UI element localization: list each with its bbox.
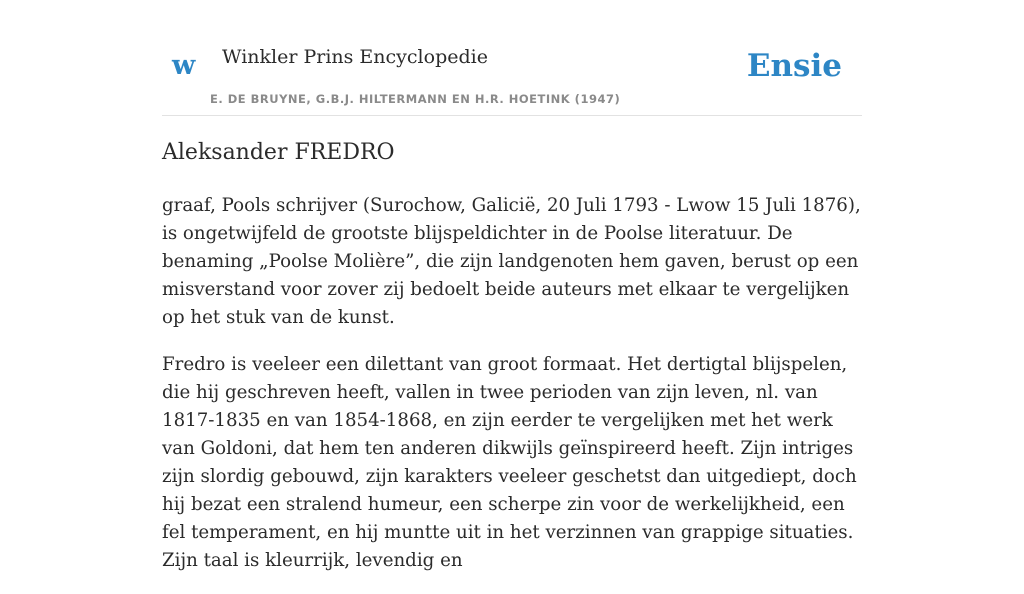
article-paragraph: graaf, Pools schrijver (Surochow, Galicië, 20 Juli 1793 - Lwow 15 Juli 1876), is ongetwijfeld de grootste blijspeldichter in de Poolse literatuur. De benaming „Poolse Molière”, die zijn landgenoten hem gaven, berust op een misverstand voor zover zij bedoelt beide auteurs met elkaar te vergelijken op het stuk van de kunst. xyxy=(162,195,861,328)
publication-authors: E. DE BRUYNE, G.B.J. HILTERMANN EN H.R. HOETINK (1947) xyxy=(210,92,621,106)
publication-logo-icon[interactable]: w xyxy=(172,50,196,81)
publication-title[interactable]: Winkler Prins Encyclopedie xyxy=(222,46,488,68)
source-header xyxy=(162,0,862,116)
brand-logo[interactable]: Ensie xyxy=(746,48,842,84)
article-title: Aleksander FREDRO xyxy=(162,140,395,165)
article-body xyxy=(162,192,862,594)
article-paragraph: Fredro is veeleer een dilettant van groot formaat. Het dertigtal blijspelen, die hij geschreven heeft, vallen in twee perioden van zijn leven, nl. van 1817-1835 en van 1854-1868, en zijn eerder te vergelijken met het werk van Goldoni, dat hem ten anderen dikwijls geïnspireerd heeft. Zijn intriges zijn slordig gebouwd, zijn karakters veeleer geschetst dan uitgediept, doch hij bezat een stralend humeur, een scherpe zin voor de werkelijkheid, een fel temperament, en hij muntte uit in het verzinnen van grappige situaties. Zijn taal is kleurrijk, levendig en xyxy=(162,354,857,571)
article-page xyxy=(162,0,862,571)
